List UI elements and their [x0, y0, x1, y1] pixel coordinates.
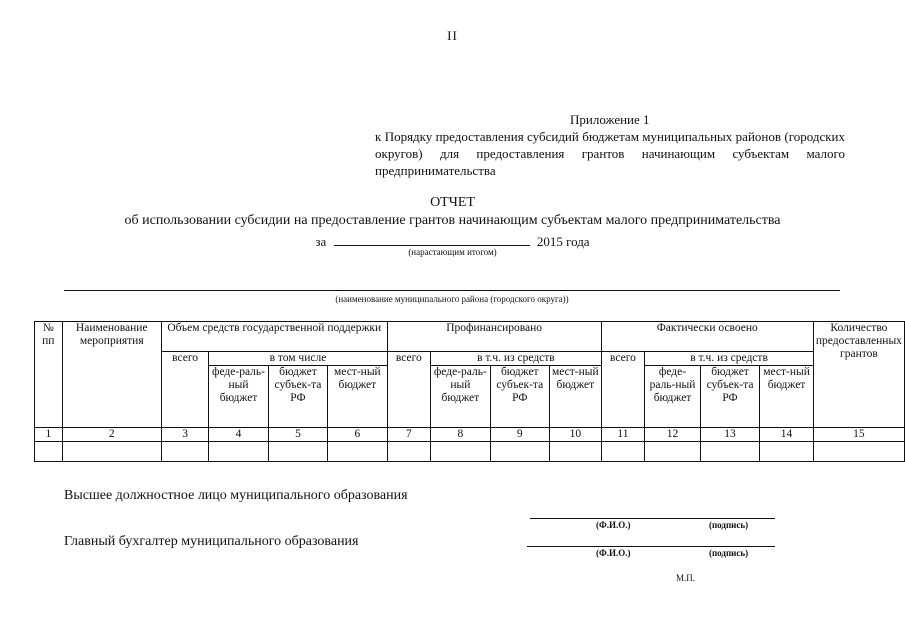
- accountant-signature-line[interactable]: [527, 546, 775, 547]
- municipality-field-line[interactable]: [64, 290, 840, 291]
- period-prefix: за: [315, 234, 327, 249]
- table-cell[interactable]: [209, 442, 268, 462]
- column-number: 2: [62, 428, 161, 442]
- period-blank-field[interactable]: [334, 232, 530, 246]
- table-cell[interactable]: [268, 442, 327, 462]
- page-number: II: [447, 28, 458, 43]
- header-financed-sources: в т.ч. из средств: [431, 352, 602, 366]
- municipality-label: (наименование муниципального района (городского округа)): [335, 294, 569, 304]
- column-number: 13: [700, 428, 759, 442]
- column-number: 8: [431, 428, 490, 442]
- head-fio-label: (Ф.И.О.): [596, 520, 631, 530]
- table-cell[interactable]: [431, 442, 490, 462]
- column-number: 12: [645, 428, 701, 442]
- table-cell[interactable]: [161, 442, 208, 462]
- header-used-total: всего: [601, 352, 645, 428]
- header-used-local: мест-ный бюджет: [760, 366, 814, 428]
- header-volume-total: всего: [161, 352, 208, 428]
- column-number: 4: [209, 428, 268, 442]
- period-suffix: 2015 года: [536, 234, 590, 249]
- appendix-title: Приложение 1: [570, 112, 650, 127]
- header-volume: Объем средств государственной поддержки: [161, 322, 387, 352]
- accountant-sign-label: (подпись): [709, 548, 749, 558]
- table-cell[interactable]: [490, 442, 549, 462]
- header-used-subject: бюджет субъек-та РФ: [700, 366, 759, 428]
- table-cell[interactable]: [601, 442, 645, 462]
- header-financed: Профинансировано: [387, 322, 601, 352]
- table-cell[interactable]: [35, 442, 63, 462]
- header-used-sources: в т.ч. из средств: [645, 352, 814, 366]
- header-volume-local: мест-ный бюджет: [328, 366, 387, 428]
- stamp-place-label: М.П.: [676, 573, 696, 583]
- header-used: Фактически освоено: [601, 322, 813, 352]
- column-number: 9: [490, 428, 549, 442]
- column-number: 3: [161, 428, 208, 442]
- head-sign-label: (подпись): [709, 520, 749, 530]
- report-title: ОТЧЕТ: [430, 195, 475, 210]
- column-number: 10: [549, 428, 601, 442]
- table-row: [35, 442, 905, 462]
- header-financed-local: мест-ный бюджет: [549, 366, 601, 428]
- head-official-label: Высшее должностное лицо муниципального образования: [64, 488, 408, 503]
- table-cell[interactable]: [700, 442, 759, 462]
- header-financed-total: всего: [387, 352, 431, 428]
- header-grants: Количество предоставленных грантов: [813, 322, 904, 428]
- column-number: 1: [35, 428, 63, 442]
- column-number: 15: [813, 428, 904, 442]
- accountant-fio-label: (Ф.И.О.): [596, 548, 631, 558]
- header-volume-subject: бюджет субъек-та РФ: [268, 366, 327, 428]
- report-table: [34, 321, 905, 462]
- header-name: Наименование мероприятия: [62, 322, 161, 428]
- column-number: 6: [328, 428, 387, 442]
- table-cell[interactable]: [645, 442, 701, 462]
- header-financed-subject: бюджет субъек-та РФ: [490, 366, 549, 428]
- header-num: № пп: [35, 322, 63, 428]
- header-volume-federal: феде-раль-ный бюджет: [209, 366, 268, 428]
- chief-accountant-label: Главный бухгалтер муниципального образования: [64, 534, 359, 549]
- table-cell[interactable]: [760, 442, 814, 462]
- header-volume-including: в том числе: [209, 352, 387, 366]
- head-signature-line[interactable]: [530, 518, 775, 519]
- table-cell[interactable]: [813, 442, 904, 462]
- appendix-text: к Порядку предоставления субсидий бюджетам муниципальных районов (городских округов) для предоставления грантов начинающим субъектам малого предпринимательства: [375, 129, 845, 178]
- column-number-row: [35, 428, 905, 442]
- column-number: 5: [268, 428, 327, 442]
- table-cell[interactable]: [549, 442, 601, 462]
- table-cell[interactable]: [387, 442, 431, 462]
- header-financed-federal: феде-раль-ный бюджет: [431, 366, 490, 428]
- table-cell[interactable]: [62, 442, 161, 462]
- cumulative-note: (нарастающим итогом): [408, 247, 497, 257]
- report-subtitle: об использовании субсидии на предоставление грантов начинающим субъектам малого предпринимательства: [124, 213, 781, 228]
- column-number: 11: [601, 428, 645, 442]
- column-number: 7: [387, 428, 431, 442]
- column-number: 14: [760, 428, 814, 442]
- table-cell[interactable]: [328, 442, 387, 462]
- header-used-federal: феде-раль-ный бюджет: [645, 366, 701, 428]
